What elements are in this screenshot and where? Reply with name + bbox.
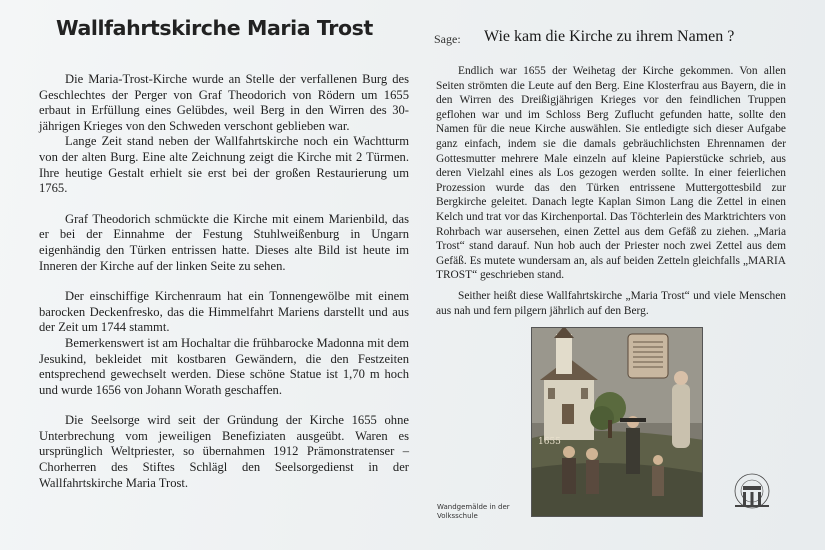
history-paragraph: Bemerkenswert ist am Hochaltar die frühbarocke Madonna mit dem Jesukind, bekleidet mit kostbaren Gewändern, die den Festzeiten entsprechend gewechselt werden. Diese schöne Statue ist 1,70 m hoch und wurde 1656 von Johann Worath geschaffen. bbox=[39, 335, 409, 397]
sage-label: Sage: bbox=[434, 32, 461, 46]
page-title: Wallfahrtskirche Maria Trost bbox=[56, 16, 373, 40]
history-paragraph: Graf Theodorich schmückte die Kirche mit einem Marienbild, das er bei der Einnahme der Festung Stuhlweißenburg in Ungarn eigenhändig den Türken entrissen hatte. Dieses alte Bild ist heute im Inneren der Kirche auf der linken Seite zu sehen. bbox=[39, 211, 409, 273]
legend-column bbox=[436, 64, 786, 318]
history-paragraph: Die Seelsorge wird seit der Gründung der Kirche 1655 ohne Unterbrechung vom jeweiligen Benefiziaten ausgeübt. Waren es ursprünglich Weltpriester, so übernahmen 1912 Prämonstratenser – Chorherren des Stiftes Schlägl den Seelsorgedienst in der Wallfahrtskirche Maria Trost. bbox=[39, 413, 409, 490]
history-paragraph: Lange Zeit stand neben der Wallfahrtskirche noch ein Wachtturm von der alten Burg. Eine alte Zeichnung zeigt die Kirche mit 2 Türmen. Ihre heutige Gestalt erhielt sie erst bei der großen Restaurierung um 1765. bbox=[39, 134, 409, 196]
history-column bbox=[39, 72, 409, 491]
buergerinitiative-logo bbox=[727, 470, 777, 520]
legend-paragraph: Endlich war 1655 der Weihetag der Kirche gekommen. Von allen Seiten strömten die Leute auf den Berg. Eine Klosterfrau aus Bayern, die in den Wirren des Dreißigjährigen Krieges vor den feindlichen Truppen geflohen war und im Schloss Berg Zuflucht gefunden hatte, sollte den Namen für die neue Kirche auswählen. Sie entledigte sich dieser Aufgabe ganz einfach, indem sie die damals gebräuchlichsten Ehrennamen der Gottesmutter mehrere Male einzeln auf kleine Papierstücke schrieb, aus deren Vielzahl eines als Los gezogen werden sollte. In einer feierlichen Prozession wurde das den Türken entrissene Muttergottesbild zur Bergkirche geleitet. Danach legte Kaplan Simon Lang die Zettel in einen Kelch und trat vor das Kirchenportal. Das Töchterlein des Marktrichters von Rohrbach war ausersehen, einen Zettel aus dem Gefäß zu ziehen. „Maria Trost“ stand darauf. Nun hob auch der Priester noch zwei Zettel aus dem Gefäß. Es mutete wundersam an, als auf beiden Zetteln gleichfalls „MARIA TROST“ geschrieben stand. bbox=[436, 65, 786, 282]
history-paragraph: Die Maria-Trost-Kirche wurde an Stelle der verfallenen Burg des Geschlechtes der Perger von Graf Theodorich von Rödern um 1655 erbaut in Erfüllung eines Gelübdes, weil Berg in den Wirren des 30-jährigen Krieges von den Schweden verschont geblieben war. bbox=[39, 72, 409, 133]
legend-paragraph: Seither heißt diese Wallfahrtskirche „Maria Trost“ und viele Menschen aus nah und fern pilgern jährlich auf den Berg. bbox=[436, 289, 786, 317]
wall-painting-image bbox=[531, 327, 703, 517]
sage-title: Wie kam die Kirche zu ihrem Namen ? bbox=[484, 28, 735, 45]
history-paragraph: Der einschiffige Kirchenraum hat ein Tonnengewölbe mit einem barocken Deckenfresko, das die Himmelfahrt Mariens darstellt und aus der Zeit um 1744 stammt. bbox=[39, 289, 409, 335]
painting-caption: Wandgemälde in der Volksschule bbox=[437, 503, 510, 520]
painting-year: 1655 bbox=[538, 437, 561, 447]
